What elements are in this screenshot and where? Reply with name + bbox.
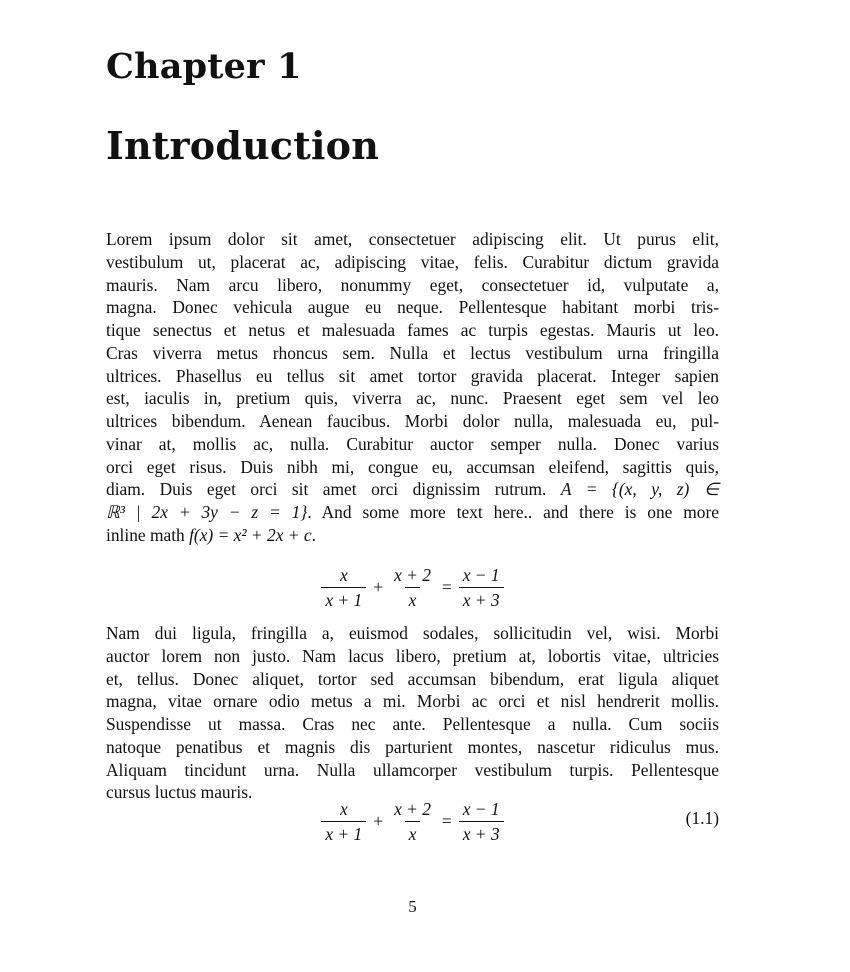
text-fragment: . [311, 524, 316, 545]
text-line: et, tellus. Donec aliquet, tortor sed accumsan bibendum, erat ligula aliquet [106, 668, 719, 689]
text-line: Aliquam tincidunt urna. Nulla ullamcorper vestibulum turpis. Pellentesque [106, 759, 719, 780]
text-line: Lorem ipsum dolor sit amet, consectetuer adipiscing elit. Ut purus elit, [106, 229, 719, 249]
equals-operator: = [441, 810, 452, 831]
fraction [321, 565, 366, 610]
text-line [106, 524, 719, 547]
display-equation [106, 563, 719, 611]
fraction [459, 799, 504, 844]
denominator: x + 3 [459, 587, 504, 610]
text-line: vestibulum ut, placerat ac, adipiscing vitae, felis. Curabitur dictum gravida [106, 251, 719, 272]
text-line: natoque penatibus et magnis dis parturient montes, nascetur ridiculus mus. [106, 736, 719, 757]
text-line: est, iaculis in, pretium quis, viverra ac, nunc. Praesent eget sem vel leo [106, 388, 719, 409]
text-line: Cras viverra metus rhoncus sem. Nulla et lectus vestibulum urna fringilla [106, 342, 719, 363]
numerator: x [339, 798, 348, 819]
paragraph-1 [106, 228, 719, 547]
text-line: Suspendisse ut massa. Cras nec ante. Pellentesque a nulla. Cum sociis [106, 714, 719, 734]
text-line: magna. Donec vehicula augue eu neque. Pellentesque habitant morbi tris- [106, 297, 719, 318]
text-line: tique senectus et netus et malesuada fames ac turpis egestas. Mauris ut leo. [106, 320, 719, 340]
numerator: x + 2 [394, 798, 431, 819]
numerator: x + 2 [394, 564, 431, 585]
denominator: x + 1 [321, 587, 366, 610]
text-line: Nam dui ligula, fringilla a, euismod sodales, sollicitudin vel, wisi. Morbi [106, 623, 719, 643]
fraction [321, 799, 366, 844]
numbered-equation [106, 797, 719, 845]
plus-operator: + [373, 576, 384, 597]
text-fragment: . And some more text here.. and there is one more [307, 502, 719, 522]
paragraph-2 [106, 622, 719, 804]
text-line: auctor lorem non justo. Nam lacus libero, pretium at, lobortis vitae, ultricies [106, 645, 719, 666]
inline-math-set-condition: ℝ³ | 2x + 3y − z = 1} [106, 502, 308, 522]
page-number: 5 [408, 897, 417, 916]
chapter-title: Introduction [106, 123, 380, 168]
text-line: orci eget risus. Duis nibh mi, congue eu, accumsan eleifend, sagittis quis, [106, 456, 719, 477]
text-line: cursus luctus mauris. [106, 782, 253, 803]
fraction [459, 565, 504, 610]
inline-math-function: f(x) = x² + 2x + c [189, 524, 312, 545]
numerator: x [339, 564, 348, 585]
denominator: x [405, 821, 421, 844]
text-fragment: diam. Duis eget orci sit amet orci dignissim rutrum. [106, 479, 547, 500]
text-line: ultrices. Phasellus eu tellus sit amet tortor gravida placerat. Integer sapien [106, 365, 719, 386]
fraction [390, 799, 435, 844]
denominator: x [405, 587, 421, 610]
text-line: ultrices bibendum. Aenean faucibus. Morbi dolor nulla, malesuada eu, pul- [106, 411, 719, 431]
text-line: mauris. Nam arcu libero, nonummy eget, consectetuer id, vulputate a, [106, 274, 719, 295]
numerator: x − 1 [462, 564, 500, 585]
text-line: vinar at, mollis ac, nulla. Curabitur auctor semper nulla. Donec varius [106, 433, 719, 454]
text-fragment: inline math [106, 524, 185, 545]
fraction [390, 565, 435, 610]
text-line [106, 501, 719, 524]
denominator: x + 3 [459, 821, 504, 844]
chapter-label: Chapter 1 [106, 46, 302, 87]
text-line: magna, vitae ornare odio metus a mi. Morbi ac orci et nisl hendrerit mollis. [106, 691, 719, 712]
text-line [106, 478, 719, 501]
numerator: x − 1 [462, 798, 500, 819]
equals-operator: = [441, 576, 452, 597]
denominator: x + 1 [321, 821, 366, 844]
inline-math-set: A = {(x, y, z) ∈ [560, 479, 719, 500]
plus-operator: + [373, 810, 384, 831]
equation-number: (1.1) [685, 808, 719, 828]
